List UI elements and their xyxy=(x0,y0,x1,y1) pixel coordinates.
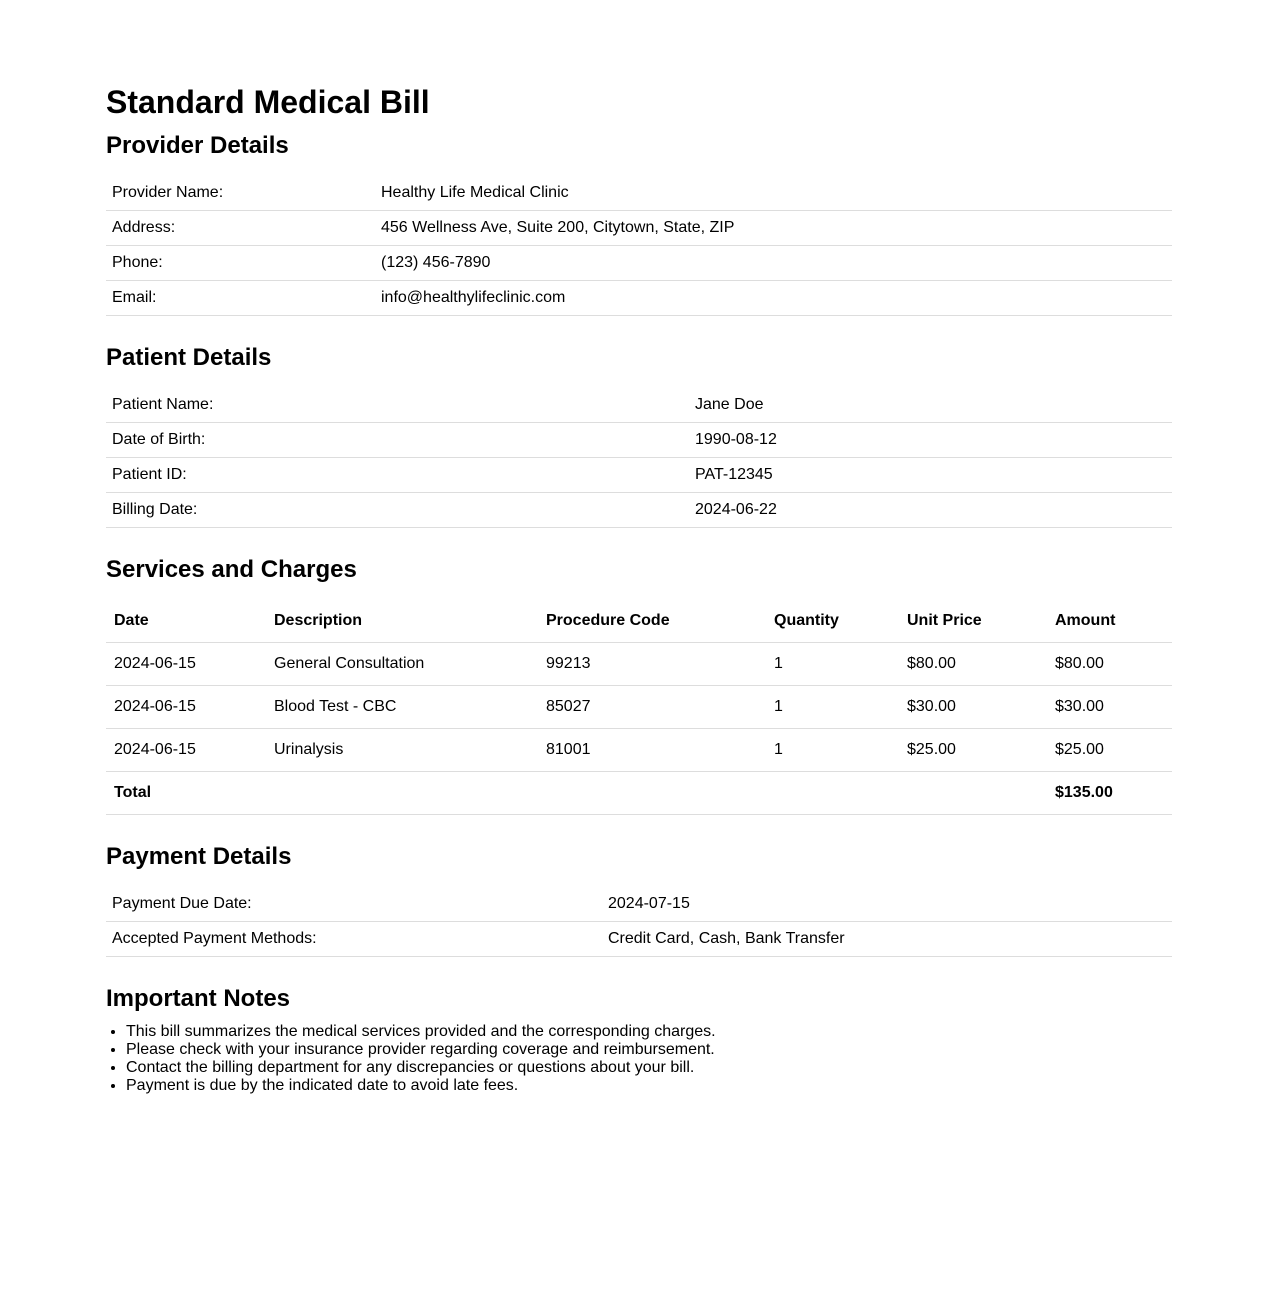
service-description: Urinalysis xyxy=(266,729,538,772)
provider-email-label: Email: xyxy=(106,281,375,316)
services-heading: Services and Charges xyxy=(106,556,357,583)
total-amount: $135.00 xyxy=(1047,772,1172,815)
table-row xyxy=(106,686,1172,729)
service-quantity: 1 xyxy=(766,729,899,772)
payment-due-date-label: Payment Due Date: xyxy=(106,887,602,922)
patient-id-label: Patient ID: xyxy=(106,458,689,493)
billing-date-value: 2024-06-22 xyxy=(689,493,1172,528)
important-notes-heading: Important Notes xyxy=(106,985,291,1012)
services-table xyxy=(106,600,1172,815)
patient-name-label: Patient Name: xyxy=(106,388,689,423)
service-amount: $25.00 xyxy=(1047,729,1172,772)
provider-address-value: 456 Wellness Ave, Suite 200, Citytown, State, ZIP xyxy=(375,211,1172,246)
table-row xyxy=(106,281,1172,316)
table-row xyxy=(106,729,1172,772)
table-row xyxy=(106,922,1172,957)
service-description: Blood Test - CBC xyxy=(266,686,538,729)
list-item: • Payment is due by the indicated date to avoid late fees. xyxy=(126,1077,1172,1095)
payment-due-date-value: 2024-07-15 xyxy=(602,887,1172,922)
service-amount: $30.00 xyxy=(1047,686,1172,729)
provider-details-table xyxy=(106,176,1172,316)
service-amount: $80.00 xyxy=(1047,643,1172,686)
table-row xyxy=(106,643,1172,686)
column-header-procedure-code: Procedure Code xyxy=(538,600,766,643)
column-header-quantity: Quantity xyxy=(766,600,899,643)
service-date: 2024-06-15 xyxy=(106,729,266,772)
table-row xyxy=(106,176,1172,211)
service-description: General Consultation xyxy=(266,643,538,686)
column-header-amount: Amount xyxy=(1047,600,1172,643)
service-unit-price: $30.00 xyxy=(899,686,1047,729)
notes-list xyxy=(106,1023,1172,1095)
list-item: • Contact the billing department for any discrepancies or questions about your bill. xyxy=(126,1059,1172,1077)
table-header-row xyxy=(106,600,1172,643)
column-header-unit-price: Unit Price xyxy=(899,600,1047,643)
payment-methods-value: Credit Card, Cash, Bank Transfer xyxy=(602,922,1172,957)
list-item: • Please check with your insurance provider regarding coverage and reimbursement. xyxy=(126,1041,1172,1059)
provider-phone-label: Phone: xyxy=(106,246,375,281)
page-title: Standard Medical Bill xyxy=(106,84,430,120)
provider-email-value: info@healthylifeclinic.com xyxy=(375,281,1172,316)
list-item: • This bill summarizes the medical services provided and the corresponding charges. xyxy=(126,1023,1172,1041)
billing-date-label: Billing Date: xyxy=(106,493,689,528)
total-row xyxy=(106,772,1172,815)
service-code: 81001 xyxy=(538,729,766,772)
service-code: 85027 xyxy=(538,686,766,729)
table-row xyxy=(106,246,1172,281)
column-header-description: Description xyxy=(266,600,538,643)
total-label: Total xyxy=(106,772,266,815)
provider-phone-value: (123) 456-7890 xyxy=(375,246,1172,281)
patient-details-heading: Patient Details xyxy=(106,344,272,371)
patient-name-value: Jane Doe xyxy=(689,388,1172,423)
service-code: 99213 xyxy=(538,643,766,686)
table-row xyxy=(106,423,1172,458)
patient-id-value: PAT-12345 xyxy=(689,458,1172,493)
service-unit-price: $80.00 xyxy=(899,643,1047,686)
patient-dob-label: Date of Birth: xyxy=(106,423,689,458)
table-row xyxy=(106,493,1172,528)
payment-details-table xyxy=(106,887,1172,957)
patient-dob-value: 1990-08-12 xyxy=(689,423,1172,458)
payment-methods-label: Accepted Payment Methods: xyxy=(106,922,602,957)
service-quantity: 1 xyxy=(766,643,899,686)
table-row xyxy=(106,887,1172,922)
table-row xyxy=(106,458,1172,493)
service-unit-price: $25.00 xyxy=(899,729,1047,772)
service-quantity: 1 xyxy=(766,686,899,729)
provider-address-label: Address: xyxy=(106,211,375,246)
table-row xyxy=(106,388,1172,423)
service-date: 2024-06-15 xyxy=(106,686,266,729)
payment-details-heading: Payment Details xyxy=(106,843,292,870)
table-row xyxy=(106,211,1172,246)
provider-details-heading: Provider Details xyxy=(106,132,289,159)
column-header-date: Date xyxy=(106,600,266,643)
provider-name-value: Healthy Life Medical Clinic xyxy=(375,176,1172,211)
service-date: 2024-06-15 xyxy=(106,643,266,686)
provider-name-label: Provider Name: xyxy=(106,176,375,211)
patient-details-table xyxy=(106,388,1172,528)
